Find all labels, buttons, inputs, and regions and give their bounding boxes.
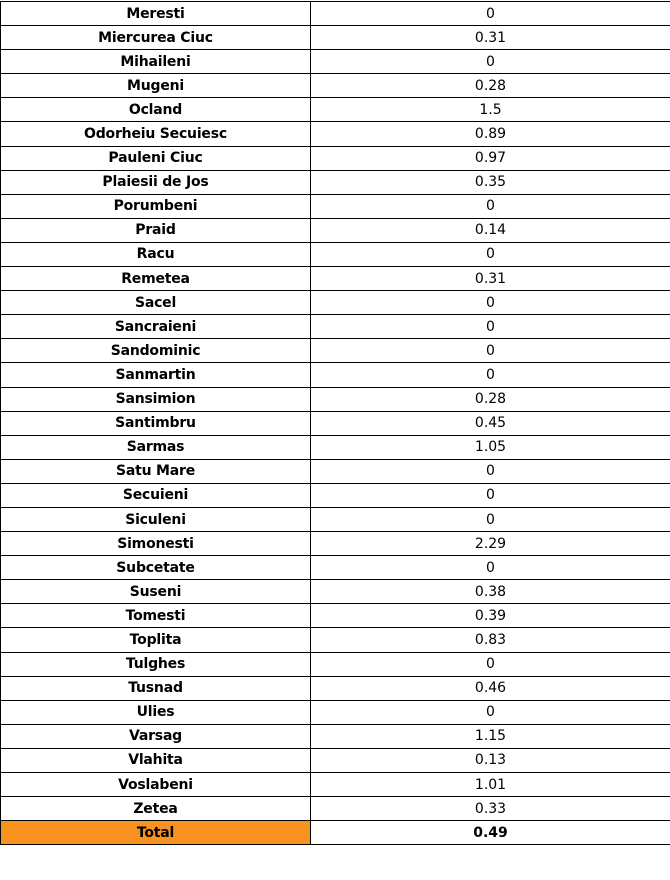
locality-values-table: [0, 1, 670, 845]
table-row: [1, 339, 670, 363]
locality-name-cell: Sansimion: [1, 387, 311, 411]
locality-value-cell: 0.31: [311, 26, 670, 50]
table-row: [1, 98, 670, 122]
total-label-cell: Total: [1, 821, 311, 845]
table-row: [1, 797, 670, 821]
table-body: [1, 2, 670, 845]
locality-value-cell: 0: [311, 242, 670, 266]
table-row: [1, 170, 670, 194]
locality-value-cell: 0.83: [311, 628, 670, 652]
table-row: [1, 724, 670, 748]
locality-value-cell: 0: [311, 700, 670, 724]
table-row: [1, 435, 670, 459]
table-row: [1, 676, 670, 700]
locality-name-cell: Sarmas: [1, 435, 311, 459]
locality-value-cell: 0.13: [311, 748, 670, 772]
locality-value-cell: 0.38: [311, 580, 670, 604]
table-row: [1, 50, 670, 74]
locality-value-cell: 0: [311, 483, 670, 507]
locality-name-cell: Sancraieni: [1, 315, 311, 339]
locality-value-cell: 0.28: [311, 74, 670, 98]
locality-name-cell: Siculeni: [1, 507, 311, 531]
locality-value-cell: 0: [311, 291, 670, 315]
table-row: [1, 2, 670, 26]
locality-name-cell: Simonesti: [1, 532, 311, 556]
table-row: [1, 700, 670, 724]
locality-value-cell: 0.14: [311, 218, 670, 242]
table-row: [1, 580, 670, 604]
table-row: [1, 507, 670, 531]
locality-name-cell: Subcetate: [1, 556, 311, 580]
locality-name-cell: Tulghes: [1, 652, 311, 676]
locality-name-cell: Remetea: [1, 267, 311, 291]
locality-value-cell: 2.29: [311, 532, 670, 556]
locality-name-cell: Sandominic: [1, 339, 311, 363]
table-row: [1, 122, 670, 146]
table-row: [1, 556, 670, 580]
locality-name-cell: Voslabeni: [1, 773, 311, 797]
locality-value-cell: 0: [311, 652, 670, 676]
table-row: [1, 291, 670, 315]
locality-value-cell: 0.28: [311, 387, 670, 411]
locality-value-cell: 0.45: [311, 411, 670, 435]
total-row: [1, 821, 670, 845]
locality-name-cell: Miercurea Ciuc: [1, 26, 311, 50]
locality-value-cell: 0.89: [311, 122, 670, 146]
total-value-cell: 0.49: [311, 821, 670, 845]
table-row: [1, 146, 670, 170]
locality-value-cell: 0.35: [311, 170, 670, 194]
locality-name-cell: Praid: [1, 218, 311, 242]
locality-name-cell: Plaiesii de Jos: [1, 170, 311, 194]
locality-name-cell: Sanmartin: [1, 363, 311, 387]
locality-value-cell: 0: [311, 459, 670, 483]
locality-name-cell: Varsag: [1, 724, 311, 748]
table-row: [1, 748, 670, 772]
table-row: [1, 411, 670, 435]
table-row: [1, 483, 670, 507]
locality-name-cell: Pauleni Ciuc: [1, 146, 311, 170]
locality-value-cell: 1.01: [311, 773, 670, 797]
locality-name-cell: Vlahita: [1, 748, 311, 772]
locality-value-cell: 0: [311, 507, 670, 531]
locality-value-cell: 0: [311, 363, 670, 387]
locality-name-cell: Suseni: [1, 580, 311, 604]
locality-value-cell: 0: [311, 315, 670, 339]
locality-value-cell: 0.39: [311, 604, 670, 628]
locality-name-cell: Sacel: [1, 291, 311, 315]
table-row: [1, 459, 670, 483]
table-row: [1, 194, 670, 218]
locality-name-cell: Satu Mare: [1, 459, 311, 483]
locality-name-cell: Santimbru: [1, 411, 311, 435]
locality-value-cell: 0.97: [311, 146, 670, 170]
locality-name-cell: Odorheiu Secuiesc: [1, 122, 311, 146]
locality-value-cell: 0.46: [311, 676, 670, 700]
table-row: [1, 26, 670, 50]
locality-name-cell: Racu: [1, 242, 311, 266]
locality-name-cell: Secuieni: [1, 483, 311, 507]
locality-value-cell: 1.15: [311, 724, 670, 748]
locality-value-cell: 1.5: [311, 98, 670, 122]
locality-value-cell: 0: [311, 50, 670, 74]
locality-name-cell: Tusnad: [1, 676, 311, 700]
table-row: [1, 242, 670, 266]
locality-value-cell: 0: [311, 339, 670, 363]
locality-name-cell: Porumbeni: [1, 194, 311, 218]
locality-name-cell: Zetea: [1, 797, 311, 821]
locality-value-cell: 0: [311, 194, 670, 218]
locality-value-cell: 0.33: [311, 797, 670, 821]
table-row: [1, 218, 670, 242]
table-row: [1, 315, 670, 339]
locality-name-cell: Tomesti: [1, 604, 311, 628]
table-row: [1, 604, 670, 628]
locality-value-cell: 1.05: [311, 435, 670, 459]
locality-name-cell: Ulies: [1, 700, 311, 724]
locality-name-cell: Mugeni: [1, 74, 311, 98]
locality-name-cell: Ocland: [1, 98, 311, 122]
locality-name-cell: Mihaileni: [1, 50, 311, 74]
locality-value-cell: 0: [311, 556, 670, 580]
locality-name-cell: Meresti: [1, 2, 311, 26]
table-row: [1, 532, 670, 556]
locality-name-cell: Toplita: [1, 628, 311, 652]
table-row: [1, 387, 670, 411]
table-row: [1, 652, 670, 676]
table-row: [1, 363, 670, 387]
locality-value-cell: 0: [311, 2, 670, 26]
table-row: [1, 74, 670, 98]
table-row: [1, 773, 670, 797]
table-row: [1, 267, 670, 291]
locality-value-cell: 0.31: [311, 267, 670, 291]
table-row: [1, 628, 670, 652]
